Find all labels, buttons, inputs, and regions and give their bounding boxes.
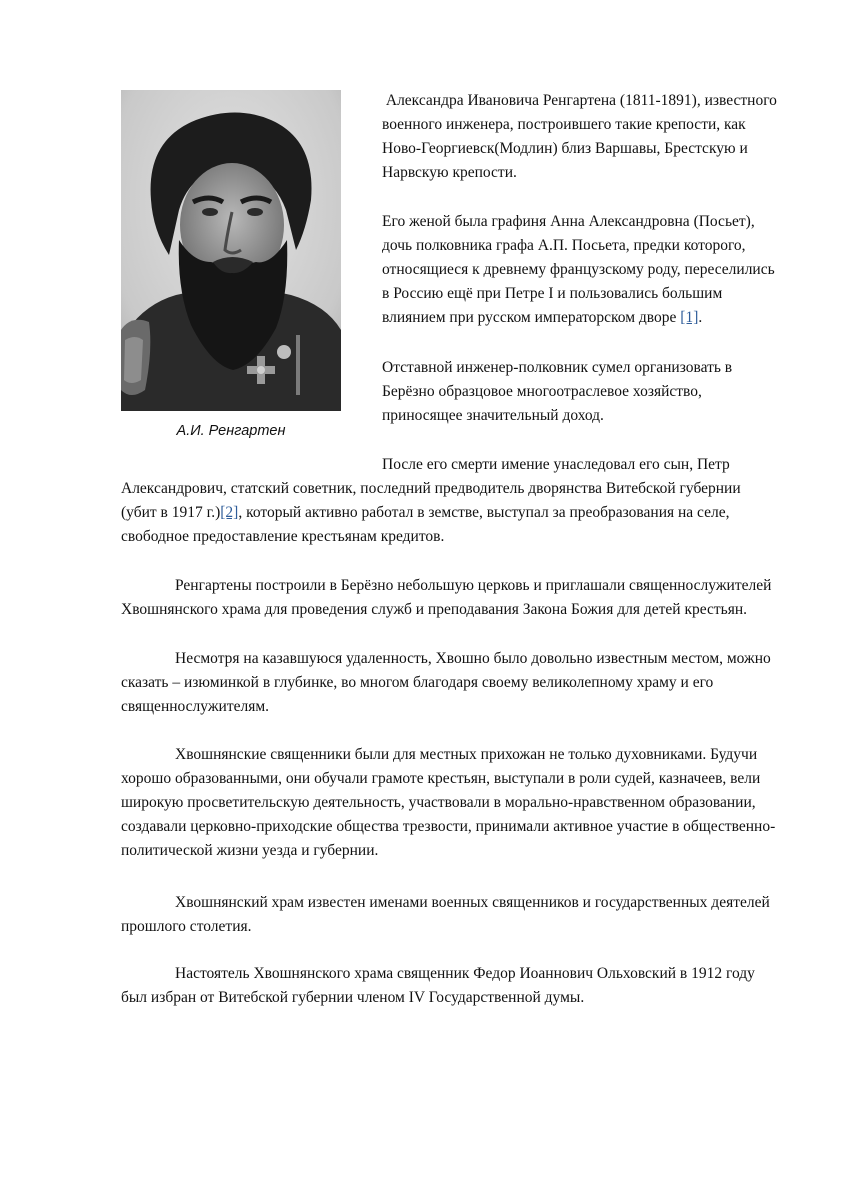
text-line: Нарвскую крепости. <box>382 164 517 181</box>
text-line: Александра Ивановича Ренгартена (1811-1891), известного <box>382 92 777 109</box>
paragraph-khvoshno <box>121 647 787 719</box>
text-line: в Россию ещё при Петре I и пользовались большим <box>382 285 723 302</box>
paragraph-wife <box>382 210 787 330</box>
text-line: После его смерти имение унаследовал его сын, Петр <box>382 456 730 473</box>
text-line: Его женой была графиня Анна Александровна (Посьет), <box>382 213 755 230</box>
portrait-caption: А.И. Ренгартен <box>176 423 286 439</box>
text-line: создавали церковно-приходские общества трезвости, принимали активное участие в общественно- <box>121 818 776 835</box>
text-line: был избран от Витебской губернии членом IV Государственной думы. <box>121 989 585 1006</box>
paragraph-priests <box>121 743 787 863</box>
text-line: широкую просветительскую деятельность, участвовали в морально-нравственном образовании, <box>121 794 756 811</box>
paragraph-son <box>121 453 787 549</box>
paragraph-rengarten-intro <box>382 89 787 185</box>
text-line: Ренгартены построили в Берёзно небольшую церковь и приглашали священнослужителей <box>175 577 772 594</box>
text-line: военного инженера, построившего такие крепости, как <box>382 116 746 133</box>
text-line <box>382 306 787 330</box>
text-fragment: , который активно работал в земстве, выступал за преобразования на селе, <box>238 504 730 521</box>
text-line: политической жизни уезда и губернии. <box>121 842 379 859</box>
text-line: свободное предоставление крестьянам кредитов. <box>121 528 445 545</box>
text-line: прошлого столетия. <box>121 918 252 935</box>
footnote-link-1[interactable]: [1] <box>680 309 699 326</box>
footnote-link-2[interactable]: [2] <box>220 504 239 521</box>
text-fragment: (убит в 1917 г.) <box>121 504 221 521</box>
text-line: Ново-Георгиевск(Модлин) близ Варшавы, Брестскую и <box>382 140 748 157</box>
portrait-figure <box>121 90 341 441</box>
text-fragment: влиянием при русском императорском дворе <box>382 309 681 326</box>
text-line: Несмотря на казавшуюся удаленность, Хвошно было довольно известным местом, можно <box>175 650 771 667</box>
paragraph-olkhovsky <box>121 962 787 1010</box>
paragraph-temple-fame <box>121 891 787 939</box>
text-line: хорошо образованными, они обучали грамоте крестьян, выступали в роли судей, казначеев, вели <box>121 770 761 787</box>
text-line: сказать – изюминкой в глубинке, во многом благодаря своему великолепному храму и его <box>121 674 714 691</box>
portrait-photo <box>121 90 341 411</box>
text-line: Хвошнянского храма для проведения служб и преподавания Закона Божия для детей крестьян. <box>121 601 748 618</box>
text-line: относящиеся к древнему французскому роду, переселились <box>382 261 775 278</box>
text-line: приносящее значительный доход. <box>382 407 604 424</box>
text-line: Отставной инженер-полковник сумел организовать в <box>382 359 733 376</box>
text-line: священнослужителям. <box>121 698 270 715</box>
text-line: Александрович, статский советник, последний предводитель дворянства Витебской губернии <box>121 480 741 497</box>
text-line: Берёзно образцовое многоотраслевое хозяйство, <box>382 383 702 400</box>
paragraph-estate <box>382 356 787 428</box>
paragraph-church <box>121 574 787 622</box>
text-line: Хвошнянский храм известен именами военных священников и государственных деятелей <box>175 894 770 911</box>
text-line: Настоятель Хвошнянского храма священник Федор Иоаннович Ольховский в 1912 году <box>175 965 755 982</box>
text-line <box>121 501 787 525</box>
text-fragment: . <box>698 309 703 326</box>
text-line: дочь полковника графа А.П. Посьета, предки которого, <box>382 237 746 254</box>
text-line: Хвошнянские священники были для местных прихожан не только духовниками. Будучи <box>175 746 758 763</box>
